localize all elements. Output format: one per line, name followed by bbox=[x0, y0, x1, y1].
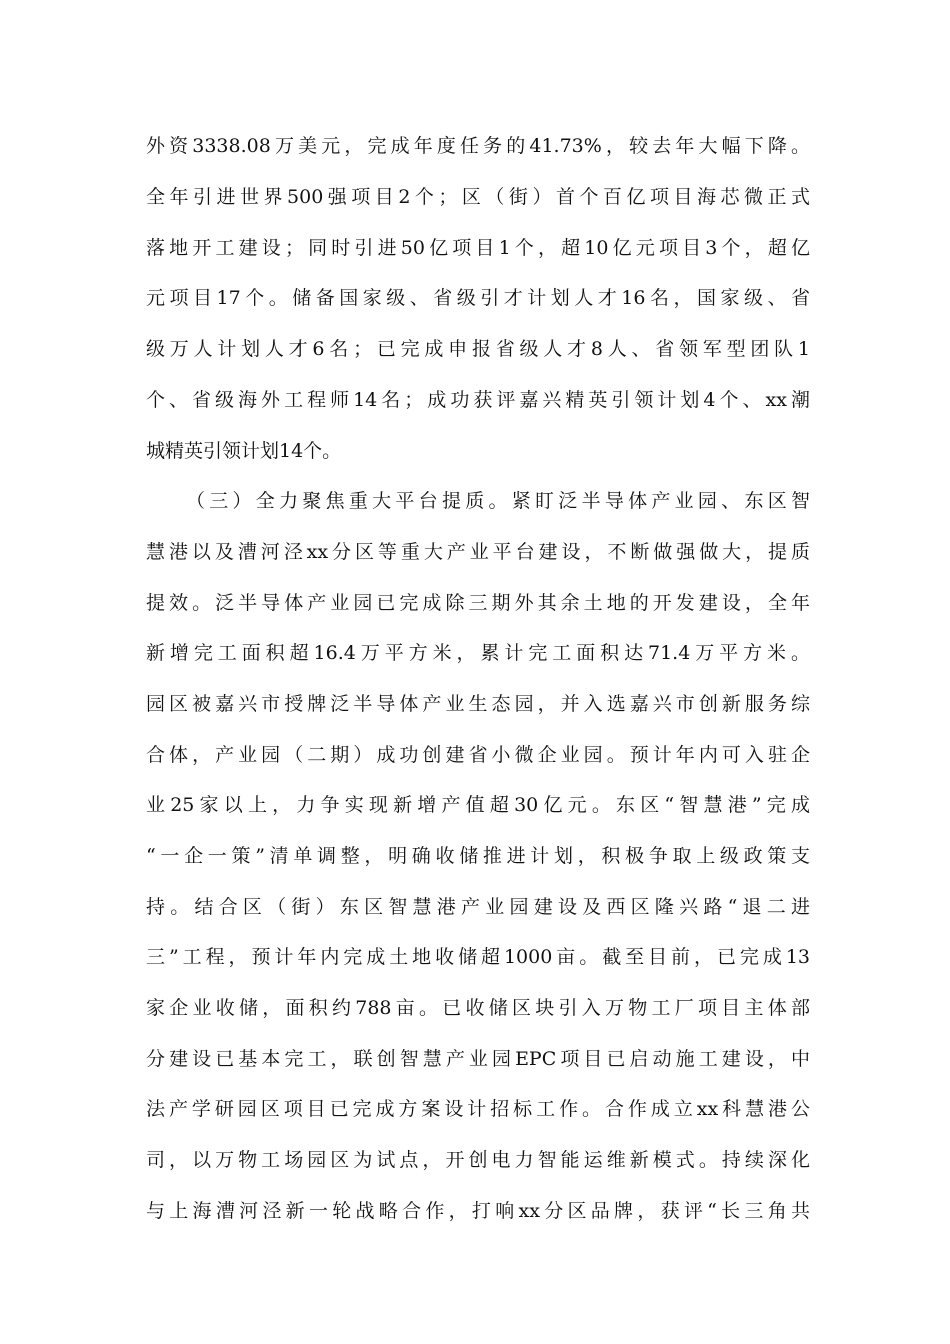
paragraph-heading-line: （三）全力聚焦重大平台提质。紧盯泛半导体产业园、东区智 bbox=[186, 490, 810, 512]
text-line: 城精英引领计划14个。 bbox=[146, 440, 342, 462]
text-line: 持。结合区（街）东区智慧港产业园建设及西区隆兴路“退二进 bbox=[146, 896, 810, 918]
text-line: 家企业收储，面积约788亩。已收储区块引入万物工厂项目主体部 bbox=[146, 997, 810, 1019]
text-line: 三”工程，预计年内完成土地收储超1000亩。截至目前，已完成13 bbox=[146, 946, 810, 968]
text-line: 合体，产业园（二期）成功创建省小微企业园。预计年内可入驻企 bbox=[146, 744, 810, 766]
text-line: 外资3338.08万美元，完成年度任务的41.73%，较去年大幅下降。 bbox=[146, 135, 810, 157]
text-line: 全年引进世界500强项目2个；区（街）首个百亿项目海芯微正式 bbox=[146, 186, 810, 208]
text-line: 级万人计划人才6名；已完成申报省级人才8人、省领军型团队1 bbox=[146, 338, 810, 360]
text-line: 法产学研园区项目已完成方案设计招标工作。合作成立xx科慧港公 bbox=[146, 1098, 810, 1120]
text-line: 与上海漕河泾新一轮战略合作，打响xx分区品牌，获评“长三角共 bbox=[146, 1200, 810, 1222]
text-line: 慧港以及漕河泾xx分区等重大产业平台建设，不断做强做大，提质 bbox=[146, 541, 810, 563]
text-line: 新增完工面积超16.4万平方米，累计完工面积达71.4万平方米。 bbox=[146, 642, 810, 664]
text-line: 落地开工建设；同时引进50亿项目1个，超10亿元项目3个，超亿 bbox=[146, 237, 810, 259]
text-line: 园区被嘉兴市授牌泛半导体产业生态园，并入选嘉兴市创新服务综 bbox=[146, 693, 810, 715]
text-line: 个、省级海外工程师14名；成功获评嘉兴精英引领计划4个、xx潮 bbox=[146, 389, 810, 411]
text-line: 元项目17个。储备国家级、省级引才计划人才16名，国家级、省 bbox=[146, 287, 810, 309]
text-line: 业25家以上，力争实现新增产值超30亿元。东区“智慧港”完成 bbox=[146, 794, 810, 816]
text-line: 提效。泛半导体产业园已完成除三期外其余土地的开发建设，全年 bbox=[146, 592, 810, 614]
text-line: 分建设已基本完工，联创智慧产业园EPC项目已启动施工建设，中 bbox=[146, 1048, 810, 1070]
text-line: “一企一策”清单调整，明确收储推进计划，积极争取上级政策支 bbox=[146, 845, 810, 867]
text-line: 司，以万物工场园区为试点，开创电力智能运维新模式。持续深化 bbox=[146, 1149, 810, 1171]
